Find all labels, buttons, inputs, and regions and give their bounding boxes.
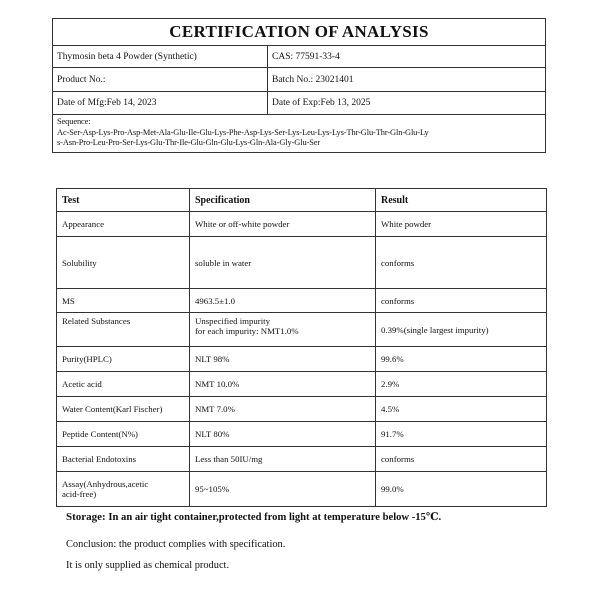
table-row bbox=[57, 237, 547, 289]
test-name: MS bbox=[57, 289, 190, 313]
sequence-line-2: s-Asn-Pro-Leu-Pro-Ser-Lys-Glu-Thr-Ile-Glu-Gln-Glu-Lys-Gln-Ala-Gly-Glu-Ser bbox=[57, 138, 321, 147]
document-title: CERTIFICATION OF ANALYSIS bbox=[53, 19, 545, 46]
table-row bbox=[57, 313, 547, 347]
sequence-label: Sequence: bbox=[57, 117, 91, 126]
header-row-product bbox=[53, 46, 545, 68]
mfg-date: Date of Mfg:Feb 14, 2023 bbox=[53, 92, 268, 114]
exp-date: Date of Exp:Feb 13, 2025 bbox=[272, 98, 371, 108]
col-header-specification: Specification bbox=[190, 189, 376, 212]
table-row bbox=[57, 472, 547, 507]
col-header-test: Test bbox=[57, 189, 190, 212]
test-results-table bbox=[56, 188, 547, 507]
test-name: Related Substances bbox=[57, 313, 190, 347]
test-result: 99.6% bbox=[376, 347, 547, 372]
test-name: Acetic acid bbox=[57, 372, 190, 397]
table-row bbox=[57, 212, 547, 237]
test-spec: White or off-white powder bbox=[190, 212, 376, 237]
test-spec: 4963.5±1.0 bbox=[190, 289, 376, 313]
test-spec: NMT 7.0% bbox=[190, 397, 376, 422]
test-result: White powder bbox=[376, 212, 547, 237]
test-spec: NMT 10.0% bbox=[190, 372, 376, 397]
sequence-block bbox=[53, 115, 545, 152]
table-row bbox=[57, 397, 547, 422]
certificate-header bbox=[52, 18, 546, 153]
test-name: Purity(HPLC) bbox=[57, 347, 190, 372]
test-name: Bacterial Endotoxins bbox=[57, 447, 190, 472]
conclusion-text: Conclusion: the product complies with specification. bbox=[66, 539, 286, 550]
test-result: conforms bbox=[376, 237, 547, 289]
table-row bbox=[57, 372, 547, 397]
storage-statement bbox=[66, 511, 441, 523]
test-name-line-2: acid-free) bbox=[62, 489, 97, 499]
test-name: Appearance bbox=[57, 212, 190, 237]
product-no: Product No.: bbox=[53, 68, 268, 91]
test-spec bbox=[190, 313, 376, 347]
table-row bbox=[57, 422, 547, 447]
storage-text: In an air tight container,protected from light at temperature below -15℃. bbox=[108, 512, 442, 523]
table-header-row bbox=[57, 189, 547, 212]
test-result: 2.9% bbox=[376, 372, 547, 397]
test-spec-line-1: Unspecified impurity bbox=[195, 316, 271, 326]
test-result: 4.5% bbox=[376, 397, 547, 422]
test-name: Peptide Content(N%) bbox=[57, 422, 190, 447]
test-spec: NLT 80% bbox=[190, 422, 376, 447]
product-name: Thymosin beta 4 Powder (Synthetic) bbox=[53, 46, 268, 67]
table-row bbox=[57, 447, 547, 472]
test-spec: soluble in water bbox=[190, 237, 376, 289]
batch-no: Batch No.: 23021401 bbox=[272, 74, 354, 85]
test-name-line-1: Assay(Anhydrous,acetic bbox=[62, 479, 149, 489]
sequence-line-1: Ac-Ser-Asp-Lys-Pro-Asp-Met-Ala-Glu-Ile-Glu-Lys-Phe-Asp-Lys-Ser-Lys-Leu-Lys-Lys-Thr-Glu-Thr-Gln-Glu-Ly bbox=[57, 127, 429, 137]
test-result: conforms bbox=[376, 447, 547, 472]
test-name bbox=[57, 472, 190, 507]
col-header-result: Result bbox=[376, 189, 547, 212]
test-result: 0.39%(single largest impurity) bbox=[376, 313, 547, 347]
test-spec: Less than 50IU/mg bbox=[190, 447, 376, 472]
test-spec: NLT 98% bbox=[190, 347, 376, 372]
supply-note: It is only supplied as chemical product. bbox=[66, 560, 230, 571]
test-result: 99.0% bbox=[376, 472, 547, 507]
table-row bbox=[57, 289, 547, 313]
test-result: 91.7% bbox=[376, 422, 547, 447]
test-spec: 95~105% bbox=[190, 472, 376, 507]
test-name: Solubility bbox=[57, 237, 190, 289]
test-spec-line-2: for each impurity: NMT1.0% bbox=[195, 326, 299, 336]
cas-number: CAS: 77591-33-4 bbox=[272, 51, 340, 62]
table-row bbox=[57, 347, 547, 372]
test-name: Water Content(Karl Fischer) bbox=[57, 397, 190, 422]
header-row-numbers bbox=[53, 68, 545, 92]
test-result: conforms bbox=[376, 289, 547, 313]
storage-label: Storage: bbox=[66, 511, 106, 523]
header-row-dates bbox=[53, 92, 545, 115]
